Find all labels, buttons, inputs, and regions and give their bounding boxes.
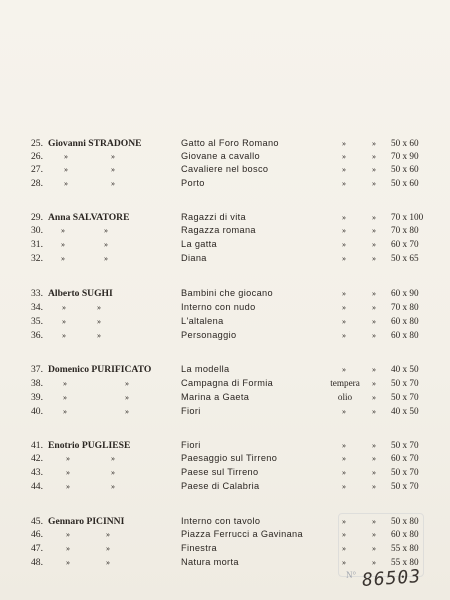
- ditto-mark: »: [66, 468, 70, 477]
- artwork-title: L'altalena: [181, 316, 224, 326]
- artist-name: Anna SALVATORE: [48, 212, 130, 223]
- artwork-title: Ragazza romana: [181, 225, 256, 235]
- artwork-title: Fiori: [181, 440, 201, 450]
- entry-number: 44.: [31, 481, 43, 492]
- entry-number: 31.: [31, 239, 43, 250]
- ditto-mark: »: [342, 454, 346, 463]
- ditto-mark: »: [106, 544, 110, 553]
- ditto-mark: »: [342, 226, 346, 235]
- ditto-mark: »: [372, 379, 376, 388]
- ditto-mark: »: [372, 240, 376, 249]
- entry-number: 35.: [31, 316, 43, 327]
- ditto-mark: »: [66, 530, 70, 539]
- artwork-size: 70 x 80: [391, 225, 419, 235]
- artwork-size: 60 x 80: [391, 330, 419, 340]
- entry-number: 41.: [31, 440, 43, 451]
- ditto-mark: »: [372, 303, 376, 312]
- artwork-size: 50 x 60: [391, 138, 419, 148]
- artwork-title: La gatta: [181, 239, 218, 249]
- artwork-size: 50 x 60: [391, 178, 419, 188]
- artwork-title: Cavaliere nel bosco: [181, 164, 269, 174]
- entry-number: 42.: [31, 453, 43, 464]
- ditto-mark: »: [372, 331, 376, 340]
- ditto-mark: »: [342, 317, 346, 326]
- artwork-title: Personaggio: [181, 330, 237, 340]
- ditto-mark: »: [372, 441, 376, 450]
- ditto-mark: »: [342, 517, 346, 526]
- artwork-size: 50 x 70: [391, 440, 419, 450]
- artwork-title: Porto: [181, 178, 205, 188]
- entry-number: 27.: [31, 164, 43, 175]
- ditto-mark: »: [372, 517, 376, 526]
- artwork-title: Marina a Gaeta: [181, 392, 250, 402]
- artwork-size: 50 x 70: [391, 392, 419, 402]
- ditto-mark: »: [342, 530, 346, 539]
- ditto-mark: »: [62, 331, 66, 340]
- ditto-mark: »: [111, 468, 115, 477]
- artwork-size: 55 x 80: [391, 557, 419, 567]
- ditto-mark: »: [372, 179, 376, 188]
- artwork-title: Fiori: [181, 406, 201, 416]
- entry-number: 33.: [31, 288, 43, 299]
- entry-number: 29.: [31, 212, 43, 223]
- ditto-mark: »: [125, 379, 129, 388]
- artwork-size: 70 x 90: [391, 151, 419, 161]
- ditto-mark: »: [372, 254, 376, 263]
- ditto-mark: »: [342, 407, 346, 416]
- ditto-mark: »: [372, 139, 376, 148]
- artwork-size: 55 x 80: [391, 543, 419, 553]
- ditto-mark: »: [342, 254, 346, 263]
- ditto-mark: »: [342, 303, 346, 312]
- ditto-mark: »: [106, 530, 110, 539]
- ditto-mark: »: [104, 254, 108, 263]
- ditto-mark: »: [111, 165, 115, 174]
- ditto-mark: »: [62, 303, 66, 312]
- entry-number: 36.: [31, 330, 43, 341]
- ditto-mark: »: [342, 365, 346, 374]
- artwork-title: La modella: [181, 364, 230, 374]
- artist-name: Giovanni STRADONE: [48, 138, 142, 149]
- artwork-size: 50 x 65: [391, 253, 419, 263]
- artwork-title: Paese sul Tirreno: [181, 467, 259, 477]
- ditto-mark: »: [97, 303, 101, 312]
- ditto-mark: »: [342, 240, 346, 249]
- artwork-size: 70 x 80: [391, 302, 419, 312]
- ditto-mark: »: [106, 558, 110, 567]
- ditto-mark: »: [372, 393, 376, 402]
- entry-number: 48.: [31, 557, 43, 568]
- ditto-mark: »: [372, 152, 376, 161]
- entry-number: 37.: [31, 364, 43, 375]
- inventory-number: 86503: [361, 565, 422, 592]
- artwork-title: Paese di Calabria: [181, 481, 260, 491]
- artwork-size: 60 x 80: [391, 316, 419, 326]
- ditto-mark: »: [111, 152, 115, 161]
- artwork-title: Interno con tavolo: [181, 516, 261, 526]
- artist-name: Gennaro PICINNI: [48, 516, 125, 527]
- ditto-mark: »: [372, 482, 376, 491]
- ditto-mark: »: [342, 179, 346, 188]
- entry-number: 28.: [31, 178, 43, 189]
- entry-number: 45.: [31, 516, 43, 527]
- entry-number: 30.: [31, 225, 43, 236]
- entry-number: 26.: [31, 151, 43, 162]
- ditto-mark: »: [66, 558, 70, 567]
- artist-name: Domenico PURIFICATO: [48, 364, 152, 375]
- ditto-mark: »: [342, 331, 346, 340]
- artwork-title: Interno con nudo: [181, 302, 256, 312]
- ditto-mark: »: [104, 226, 108, 235]
- ditto-mark: »: [63, 379, 67, 388]
- ditto-mark: »: [372, 317, 376, 326]
- ditto-mark: »: [64, 152, 68, 161]
- artwork-title: Finestra: [181, 543, 217, 553]
- artwork-technique: tempera: [330, 378, 360, 388]
- artwork-size: 40 x 50: [391, 406, 419, 416]
- artwork-size: 60 x 70: [391, 239, 419, 249]
- ditto-mark: »: [63, 393, 67, 402]
- artwork-size: 60 x 90: [391, 288, 419, 298]
- ditto-mark: »: [372, 165, 376, 174]
- ditto-mark: »: [372, 558, 376, 567]
- ditto-mark: »: [66, 454, 70, 463]
- ditto-mark: »: [372, 468, 376, 477]
- artwork-title: Paesaggio sul Tirreno: [181, 453, 278, 463]
- artwork-size: 50 x 80: [391, 516, 419, 526]
- ditto-mark: »: [372, 226, 376, 235]
- ditto-mark: »: [64, 165, 68, 174]
- ditto-mark: »: [342, 558, 346, 567]
- ditto-mark: »: [66, 544, 70, 553]
- ditto-mark: »: [97, 331, 101, 340]
- ditto-mark: »: [372, 454, 376, 463]
- artwork-title: Diana: [181, 253, 207, 263]
- ditto-mark: »: [61, 240, 65, 249]
- artwork-size: 60 x 80: [391, 529, 419, 539]
- ditto-mark: »: [342, 289, 346, 298]
- artist-name: Enotrio PUGLIESE: [48, 440, 131, 451]
- artwork-technique: olio: [337, 392, 353, 402]
- artwork-title: Natura morta: [181, 557, 239, 567]
- artist-name: Alberto SUGHI: [48, 288, 113, 299]
- artwork-size: 40 x 50: [391, 364, 419, 374]
- ditto-mark: »: [342, 213, 346, 222]
- stamp-label: N°: [346, 570, 357, 580]
- ditto-mark: »: [372, 365, 376, 374]
- artwork-title: Bambini che giocano: [181, 288, 273, 298]
- ditto-mark: »: [125, 407, 129, 416]
- ditto-mark: »: [61, 254, 65, 263]
- entry-number: 46.: [31, 529, 43, 540]
- ditto-mark: »: [125, 393, 129, 402]
- ditto-mark: »: [342, 468, 346, 477]
- entry-number: 34.: [31, 302, 43, 313]
- ditto-mark: »: [342, 152, 346, 161]
- ditto-mark: »: [372, 407, 376, 416]
- ditto-mark: »: [64, 179, 68, 188]
- ditto-mark: »: [111, 454, 115, 463]
- entry-number: 43.: [31, 467, 43, 478]
- ditto-mark: »: [61, 226, 65, 235]
- artwork-title: Campagna di Formia: [181, 378, 274, 388]
- artwork-title: Ragazzi di vita: [181, 212, 246, 222]
- entry-number: 40.: [31, 406, 43, 417]
- ditto-mark: »: [372, 530, 376, 539]
- ditto-mark: »: [342, 544, 346, 553]
- artwork-size: 50 x 60: [391, 164, 419, 174]
- entry-number: 32.: [31, 253, 43, 264]
- artwork-title: Giovane a cavallo: [181, 151, 260, 161]
- ditto-mark: »: [342, 482, 346, 491]
- ditto-mark: »: [111, 482, 115, 491]
- ditto-mark: »: [372, 544, 376, 553]
- ditto-mark: »: [342, 165, 346, 174]
- artwork-size: 60 x 70: [391, 453, 419, 463]
- ditto-mark: »: [342, 139, 346, 148]
- ditto-mark: »: [111, 179, 115, 188]
- artwork-size: 70 x 100: [391, 212, 424, 222]
- artwork-size: 50 x 70: [391, 467, 419, 477]
- artwork-title: Gatto al Foro Romano: [181, 138, 279, 148]
- entry-number: 47.: [31, 543, 43, 554]
- ditto-mark: »: [372, 289, 376, 298]
- artwork-size: 50 x 70: [391, 481, 419, 491]
- entry-number: 39.: [31, 392, 43, 403]
- entry-number: 38.: [31, 378, 43, 389]
- ditto-mark: »: [63, 407, 67, 416]
- ditto-mark: »: [342, 441, 346, 450]
- ditto-mark: »: [104, 240, 108, 249]
- ditto-mark: »: [62, 317, 66, 326]
- artwork-size: 50 x 70: [391, 378, 419, 388]
- ditto-mark: »: [97, 317, 101, 326]
- ditto-mark: »: [372, 213, 376, 222]
- entry-number: 25.: [31, 138, 43, 149]
- ditto-mark: »: [66, 482, 70, 491]
- artwork-title: Piazza Ferrucci a Gavinana: [181, 529, 303, 539]
